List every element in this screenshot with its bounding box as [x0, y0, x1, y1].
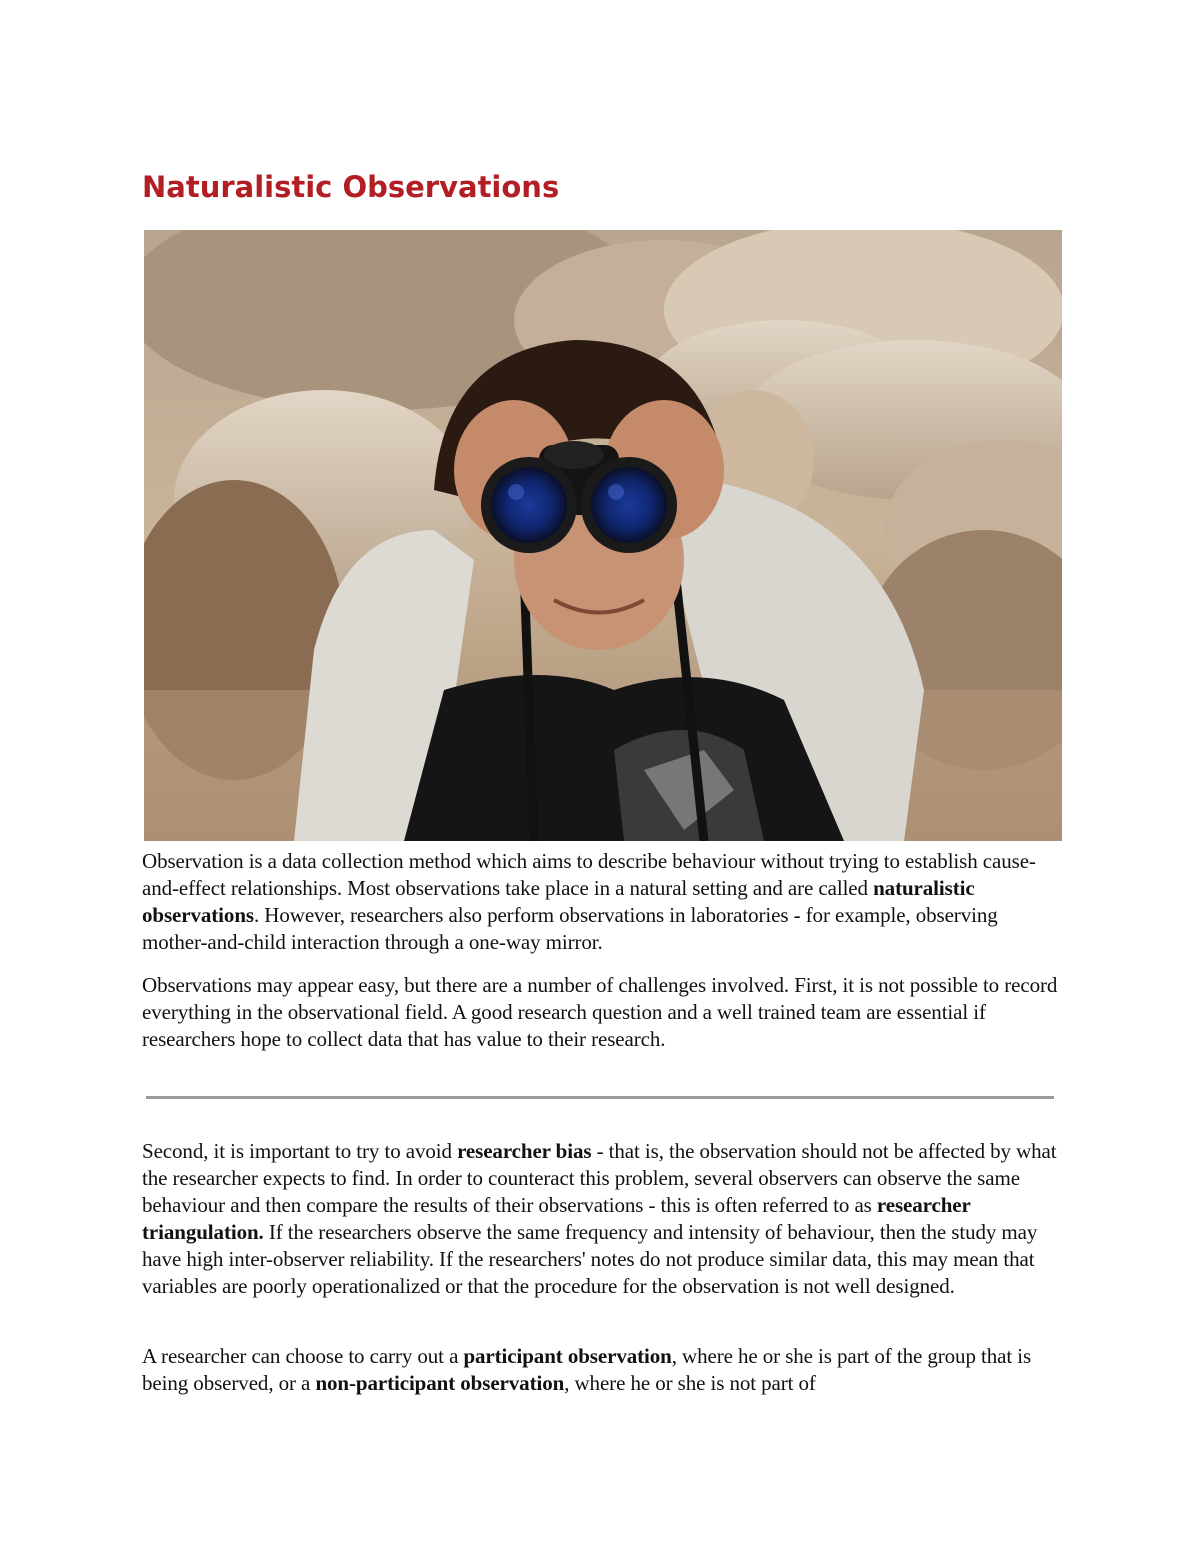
paragraph-intro-text-end: . However, researchers also perform observations in laboratories - for example, observing mother-and-child interaction through a one-way mirror.	[142, 903, 998, 954]
paragraph-researcher-bias	[142, 1138, 1067, 1300]
paragraph-participant-text-end: , where he or she is not part of	[564, 1371, 816, 1395]
paragraph-intro-text: Observation is a data collection method which aims to describe behaviour without trying to establish cause-and-effect relationships. Most observations take place in a natural setting and are called	[142, 849, 1036, 900]
horizontal-divider	[146, 1096, 1054, 1099]
paragraph-intro	[142, 848, 1067, 956]
term-researcher-triangulation: researcher triangulation.	[142, 1193, 971, 1244]
term-non-participant-observation: non-participant observation	[315, 1371, 565, 1395]
term-researcher-bias: researcher bias	[457, 1139, 592, 1163]
term-participant-observation: participant observation	[463, 1344, 672, 1368]
paragraph-bias-text: Second, it is important to try to avoid	[142, 1139, 458, 1163]
paragraph-participant-observation	[142, 1343, 1067, 1397]
term-naturalistic-observations: naturalistic observations	[142, 876, 975, 927]
paragraph-participant-text: A researcher can choose to carry out a	[142, 1344, 464, 1368]
paragraph-challenges: Observations may appear easy, but there are a number of challenges involved. First, it is not possible to record everything in the observational field. A good research question and a well trained team are essential if researchers hope to collect data that has value to their research.	[142, 973, 1058, 1051]
child-binoculars-photo	[144, 230, 1062, 841]
paragraph-bias-text-end: If the researchers observe the same frequency and intensity of behaviour, then the study may have high inter-observer reliability. If the researchers' notes do not produce similar data, this may mean that variables are poorly operationalized or that the procedure for the observation is not well designed.	[142, 1220, 1038, 1298]
paragraph-bias-text-middle: - that is, the observation should not be affected by what the researcher expects to find. In order to counteract this problem, several observers can observe the same behaviour and then compare the results of their observations - this is often referred to as	[142, 1139, 1057, 1217]
paragraph-participant-text-middle: , where he or she is part of the group that is being observed, or a	[142, 1344, 1032, 1395]
page-title: Naturalistic Observations	[142, 170, 560, 204]
